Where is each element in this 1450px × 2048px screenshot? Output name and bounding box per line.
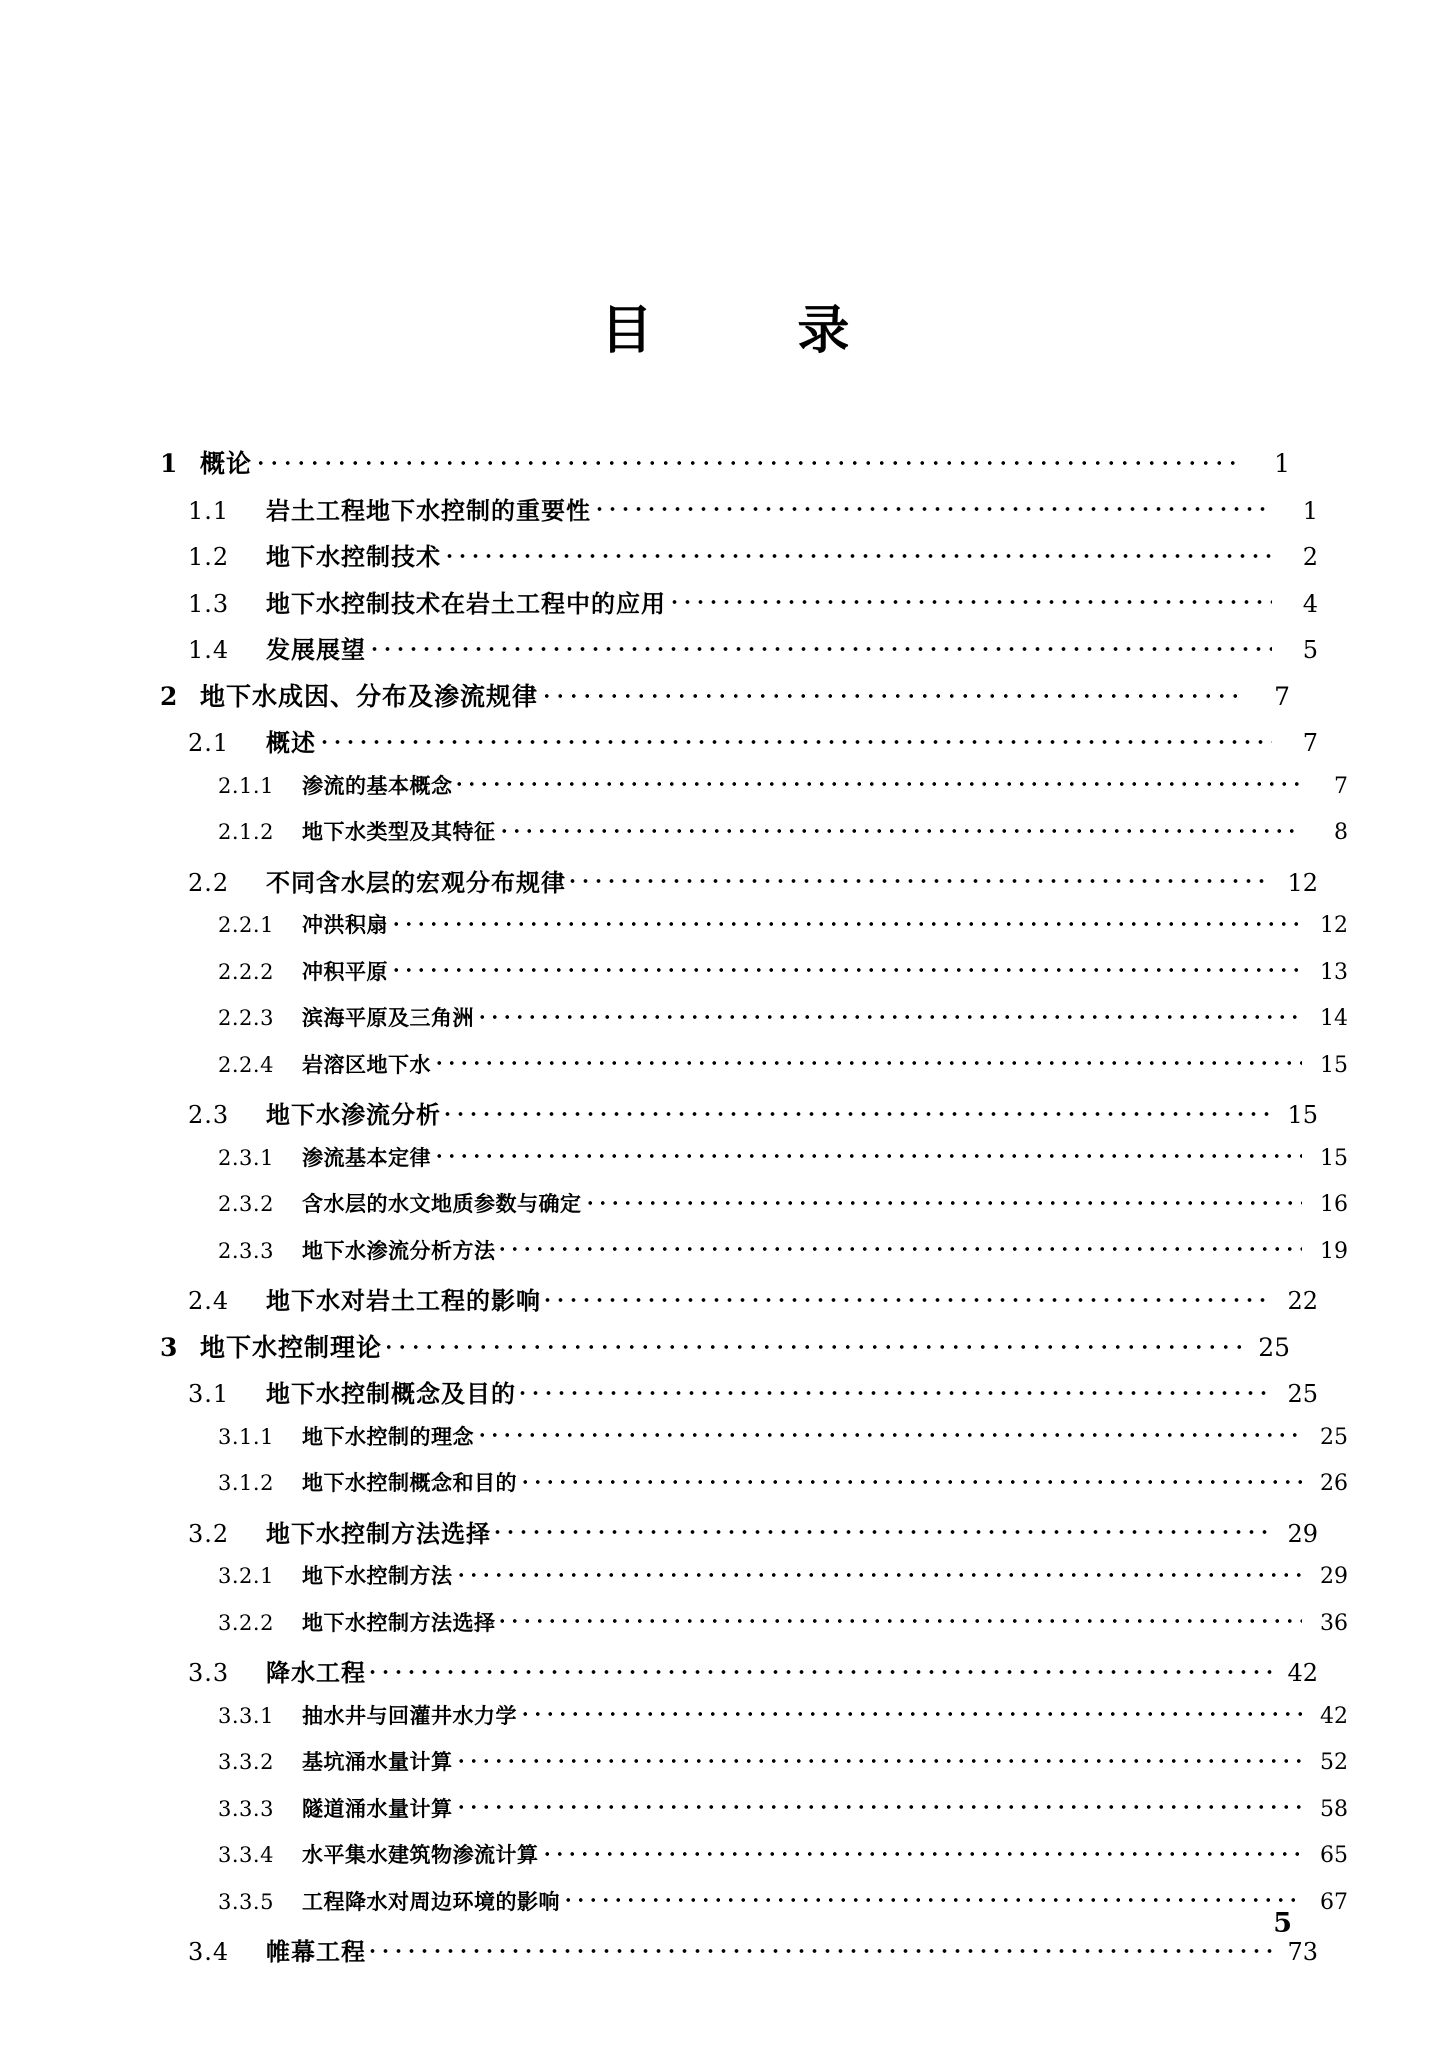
toc-entry-number: 2.2.1 xyxy=(218,913,274,937)
toc-leader-dots xyxy=(455,1748,1303,1769)
toc-entry[interactable] xyxy=(160,1281,1318,1328)
toc-entry[interactable] xyxy=(160,537,1318,584)
toc-entry-number: 3 xyxy=(160,1332,178,1362)
toc-entry[interactable] xyxy=(160,1235,1348,1282)
toc-entry[interactable] xyxy=(160,1886,1348,1933)
toc-entry[interactable] xyxy=(160,1700,1348,1747)
toc-entry-label: 地下水渗流分析方法 xyxy=(302,1238,496,1263)
toc-entry-label: 地下水控制概念和目的 xyxy=(302,1471,517,1495)
toc-entry-page-number: 12 xyxy=(1287,868,1318,897)
toc-leader-dots xyxy=(668,588,1272,612)
toc-entry-label: 地下水成因、分布及渗流规律 xyxy=(200,681,539,711)
toc-entry-page-number: 15 xyxy=(1287,1101,1318,1129)
toc-entry[interactable] xyxy=(160,1514,1318,1561)
toc-entry-number: 3.1.2 xyxy=(218,1471,274,1495)
toc-entry-number: 2.1.2 xyxy=(218,820,274,844)
toc-leader-dots xyxy=(519,1702,1302,1723)
toc-leader-dots xyxy=(498,818,1303,839)
toc-entry-number: 1.1 xyxy=(188,496,230,525)
toc-entry-page-number: 25 xyxy=(1258,1332,1290,1362)
toc-entry-page-number: 73 xyxy=(1287,1938,1318,1966)
toc-entry[interactable] xyxy=(160,1653,1318,1700)
toc-entry-label: 地下水控制方法选择 xyxy=(266,1519,491,1548)
toc-entry-label: 地下水渗流分析 xyxy=(266,1101,441,1129)
toc-entry-page-number: 7 xyxy=(1334,773,1348,799)
toc-leader-dots xyxy=(441,1099,1272,1123)
toc-entry-number: 2.2.4 xyxy=(218,1052,274,1077)
toc-leader-dots xyxy=(476,1423,1302,1444)
toc-entry-page-number: 25 xyxy=(1320,1424,1348,1450)
toc-leader-dots xyxy=(318,727,1272,751)
toc-leader-dots xyxy=(476,1004,1302,1025)
toc-entry[interactable] xyxy=(160,863,1318,910)
toc-entry-label: 降水工程 xyxy=(266,1659,366,1687)
toc-entry-page-number: 8 xyxy=(1334,820,1348,845)
toc-entry[interactable] xyxy=(160,444,1290,491)
toc-leader-dots xyxy=(390,911,1302,932)
toc-entry-page-number: 42 xyxy=(1320,1703,1348,1729)
toc-entry-page-number: 29 xyxy=(1287,1519,1318,1548)
toc-entry-number: 2.3.3 xyxy=(218,1238,274,1263)
toc-entry-number: 2.2.2 xyxy=(218,959,274,984)
toc-entry-label: 地下水控制技术在岩土工程中的应用 xyxy=(266,589,666,618)
toc-entry-label: 渗流的基本概念 xyxy=(302,773,453,798)
toc-entry-number: 2.3.1 xyxy=(218,1145,274,1170)
toc-entry[interactable] xyxy=(160,1374,1318,1421)
toc-entry-label: 抽水井与回灌井水力学 xyxy=(302,1703,517,1728)
toc-entry-number: 3.1 xyxy=(188,1380,230,1408)
toc-leader-dots xyxy=(516,1378,1272,1402)
toc-entry-number: 1.2 xyxy=(188,543,230,571)
toc-entry-number: 2.1.1 xyxy=(218,773,274,798)
toc-entry[interactable] xyxy=(160,816,1348,863)
toc-entry-label: 岩土工程地下水控制的重要性 xyxy=(266,496,591,525)
toc-entry-page-number: 26 xyxy=(1320,1471,1348,1496)
toc-entry-number: 1 xyxy=(160,449,178,478)
toc-entry-label: 含水层的水文地质参数与确定 xyxy=(302,1192,582,1216)
toc-entry-page-number: 29 xyxy=(1320,1564,1348,1589)
toc-entry-page-number: 15 xyxy=(1320,1145,1348,1171)
toc-leader-dots xyxy=(366,1657,1272,1681)
toc-leader-dots xyxy=(566,867,1272,891)
toc-entry-number: 2.4 xyxy=(188,1287,230,1315)
toc-entry[interactable] xyxy=(160,1746,1348,1793)
toc-entry-page-number: 19 xyxy=(1320,1238,1348,1264)
toc-entry[interactable] xyxy=(160,1002,1348,1049)
toc-entry-page-number: 65 xyxy=(1320,1843,1348,1868)
toc-entry-label: 地下水类型及其特征 xyxy=(302,820,496,844)
toc-entry[interactable] xyxy=(160,723,1318,770)
toc-leader-dots xyxy=(254,447,1244,472)
toc-leader-dots xyxy=(390,958,1302,979)
toc-entry-page-number: 7 xyxy=(1274,681,1290,711)
toc-entry-page-number: 13 xyxy=(1320,959,1348,985)
page-title: 目 录 xyxy=(600,300,850,361)
toc-entry[interactable] xyxy=(160,1328,1290,1375)
toc-entry[interactable] xyxy=(160,491,1318,538)
toc-entry-number: 3.2 xyxy=(188,1519,230,1548)
toc-leader-dots xyxy=(455,1795,1303,1816)
toc-entry-page-number: 1 xyxy=(1274,449,1290,478)
toc-entry-number: 3.2.1 xyxy=(218,1564,274,1588)
toc-entry-page-number: 58 xyxy=(1320,1796,1348,1822)
toc-entry[interactable] xyxy=(160,1932,1318,1979)
toc-leader-dots xyxy=(453,772,1303,793)
toc-entry[interactable] xyxy=(160,677,1290,724)
toc-entry-label: 地下水控制的理念 xyxy=(302,1424,474,1449)
toc-entry-page-number: 5 xyxy=(1302,636,1318,664)
toc-entry-label: 帷幕工程 xyxy=(266,1938,366,1966)
toc-leader-dots xyxy=(491,1518,1272,1542)
toc-entry-page-number: 2 xyxy=(1302,543,1318,571)
toc-entry-page-number: 22 xyxy=(1287,1287,1318,1315)
toc-entry[interactable] xyxy=(160,584,1318,631)
toc-leader-dots xyxy=(519,1469,1302,1490)
toc-entry-page-number: 16 xyxy=(1320,1192,1348,1217)
toc-leader-dots xyxy=(496,1609,1303,1630)
toc-entry-number: 3.3 xyxy=(188,1659,230,1687)
toc-entry-page-number: 4 xyxy=(1302,589,1318,618)
toc-entry-number: 3.4 xyxy=(188,1938,230,1966)
toc-entry[interactable] xyxy=(160,956,1348,1003)
toc-entry-label: 隧道涌水量计算 xyxy=(302,1796,453,1821)
toc-entry-page-number: 25 xyxy=(1287,1380,1318,1408)
toc-leader-dots xyxy=(366,1936,1272,1960)
toc-entry-label: 基坑涌水量计算 xyxy=(302,1750,453,1774)
toc-entry-label: 地下水控制理论 xyxy=(200,1332,383,1362)
toc-entry[interactable] xyxy=(160,1049,1348,1096)
toc-entry[interactable] xyxy=(160,1793,1348,1840)
toc-entry-number: 2.1 xyxy=(188,729,230,757)
toc-entry-label: 概论 xyxy=(200,449,253,478)
toc-entry[interactable] xyxy=(160,1607,1348,1654)
toc-entry-page-number: 42 xyxy=(1287,1659,1318,1687)
toc-entry-label: 不同含水层的宏观分布规律 xyxy=(266,868,566,897)
toc-entry[interactable] xyxy=(160,909,1348,956)
toc-entry-page-number: 12 xyxy=(1320,913,1348,938)
toc-entry[interactable] xyxy=(160,1467,1348,1514)
toc-entry-number: 2.2.3 xyxy=(218,1006,274,1030)
toc-leader-dots xyxy=(455,1562,1303,1583)
toc-entry-label: 岩溶区地下水 xyxy=(302,1052,431,1077)
toc-entry-number: 3.1.1 xyxy=(218,1424,274,1449)
toc-entry[interactable] xyxy=(160,1188,1348,1235)
toc-entry-label: 地下水对岩土工程的影响 xyxy=(266,1287,541,1315)
toc-entry-number: 2 xyxy=(160,681,178,711)
toc-entry-page-number: 67 xyxy=(1320,1889,1348,1915)
toc-leader-dots xyxy=(382,1331,1244,1356)
toc-entry[interactable] xyxy=(160,770,1348,817)
toc-entry-page-number: 15 xyxy=(1320,1052,1348,1078)
toc-entry-number: 3.2.2 xyxy=(218,1610,274,1635)
toc-entry-label: 地下水控制方法选择 xyxy=(302,1610,496,1635)
toc-entry-page-number: 7 xyxy=(1302,729,1318,757)
toc-entry-number: 2.3 xyxy=(188,1101,230,1129)
toc-entry-list xyxy=(160,444,1348,1979)
toc-leader-dots xyxy=(541,1285,1272,1309)
toc-leader-dots xyxy=(562,1888,1302,1909)
toc-entry-number: 2.2 xyxy=(188,868,230,897)
toc-entry-number: 3.3.3 xyxy=(218,1796,274,1821)
toc-entry[interactable] xyxy=(160,1095,1318,1142)
toc-entry-number: 1.3 xyxy=(188,589,230,618)
toc-entry-label: 概述 xyxy=(266,729,316,757)
toc-leader-dots xyxy=(496,1237,1303,1258)
toc-leader-dots xyxy=(540,680,1244,705)
toc-leader-dots xyxy=(584,1190,1303,1211)
toc-entry-number: 1.4 xyxy=(188,636,230,664)
toc-entry-label: 滨海平原及三角洲 xyxy=(302,1006,474,1030)
toc-entry[interactable] xyxy=(160,1421,1348,1468)
toc-entry-label: 地下水控制技术 xyxy=(266,543,441,571)
toc-entry-label: 水平集水建筑物渗流计算 xyxy=(302,1843,539,1867)
toc-entry[interactable] xyxy=(160,1839,1348,1886)
toc-entry-number: 2.3.2 xyxy=(218,1192,274,1216)
toc-entry[interactable] xyxy=(160,630,1318,677)
toc-entry-page-number: 36 xyxy=(1320,1610,1348,1636)
toc-entry-page-number: 52 xyxy=(1320,1750,1348,1775)
toc-entry[interactable] xyxy=(160,1142,1348,1189)
toc-leader-dots xyxy=(541,1841,1303,1862)
toc-entry-label: 地下水控制方法 xyxy=(302,1564,453,1588)
toc-entry-page-number: 1 xyxy=(1302,496,1318,525)
toc-leader-dots xyxy=(593,495,1272,519)
toc-entry[interactable] xyxy=(160,1560,1348,1607)
toc-leader-dots xyxy=(433,1051,1302,1072)
toc-entry-label: 地下水控制概念及目的 xyxy=(266,1380,516,1408)
toc-entry-label: 冲洪积扇 xyxy=(302,913,388,937)
toc-entry-label: 工程降水对周边环境的影响 xyxy=(302,1889,560,1914)
toc-entry-label: 渗流基本定律 xyxy=(302,1145,431,1170)
toc-leader-dots xyxy=(443,541,1272,565)
toc-entry-number: 3.3.5 xyxy=(218,1889,274,1914)
toc-entry-number: 3.3.1 xyxy=(218,1703,274,1728)
toc-entry-number: 3.3.4 xyxy=(218,1843,274,1867)
page-folio-number: 5 xyxy=(1273,1908,1292,1939)
toc-leader-dots xyxy=(368,634,1272,658)
toc-entry-number: 3.3.2 xyxy=(218,1750,274,1774)
toc-entry-label: 发展展望 xyxy=(266,636,366,664)
toc-entry-label: 冲积平原 xyxy=(302,959,388,984)
toc-entry-page-number: 14 xyxy=(1320,1006,1348,1031)
toc-leader-dots xyxy=(433,1144,1302,1165)
